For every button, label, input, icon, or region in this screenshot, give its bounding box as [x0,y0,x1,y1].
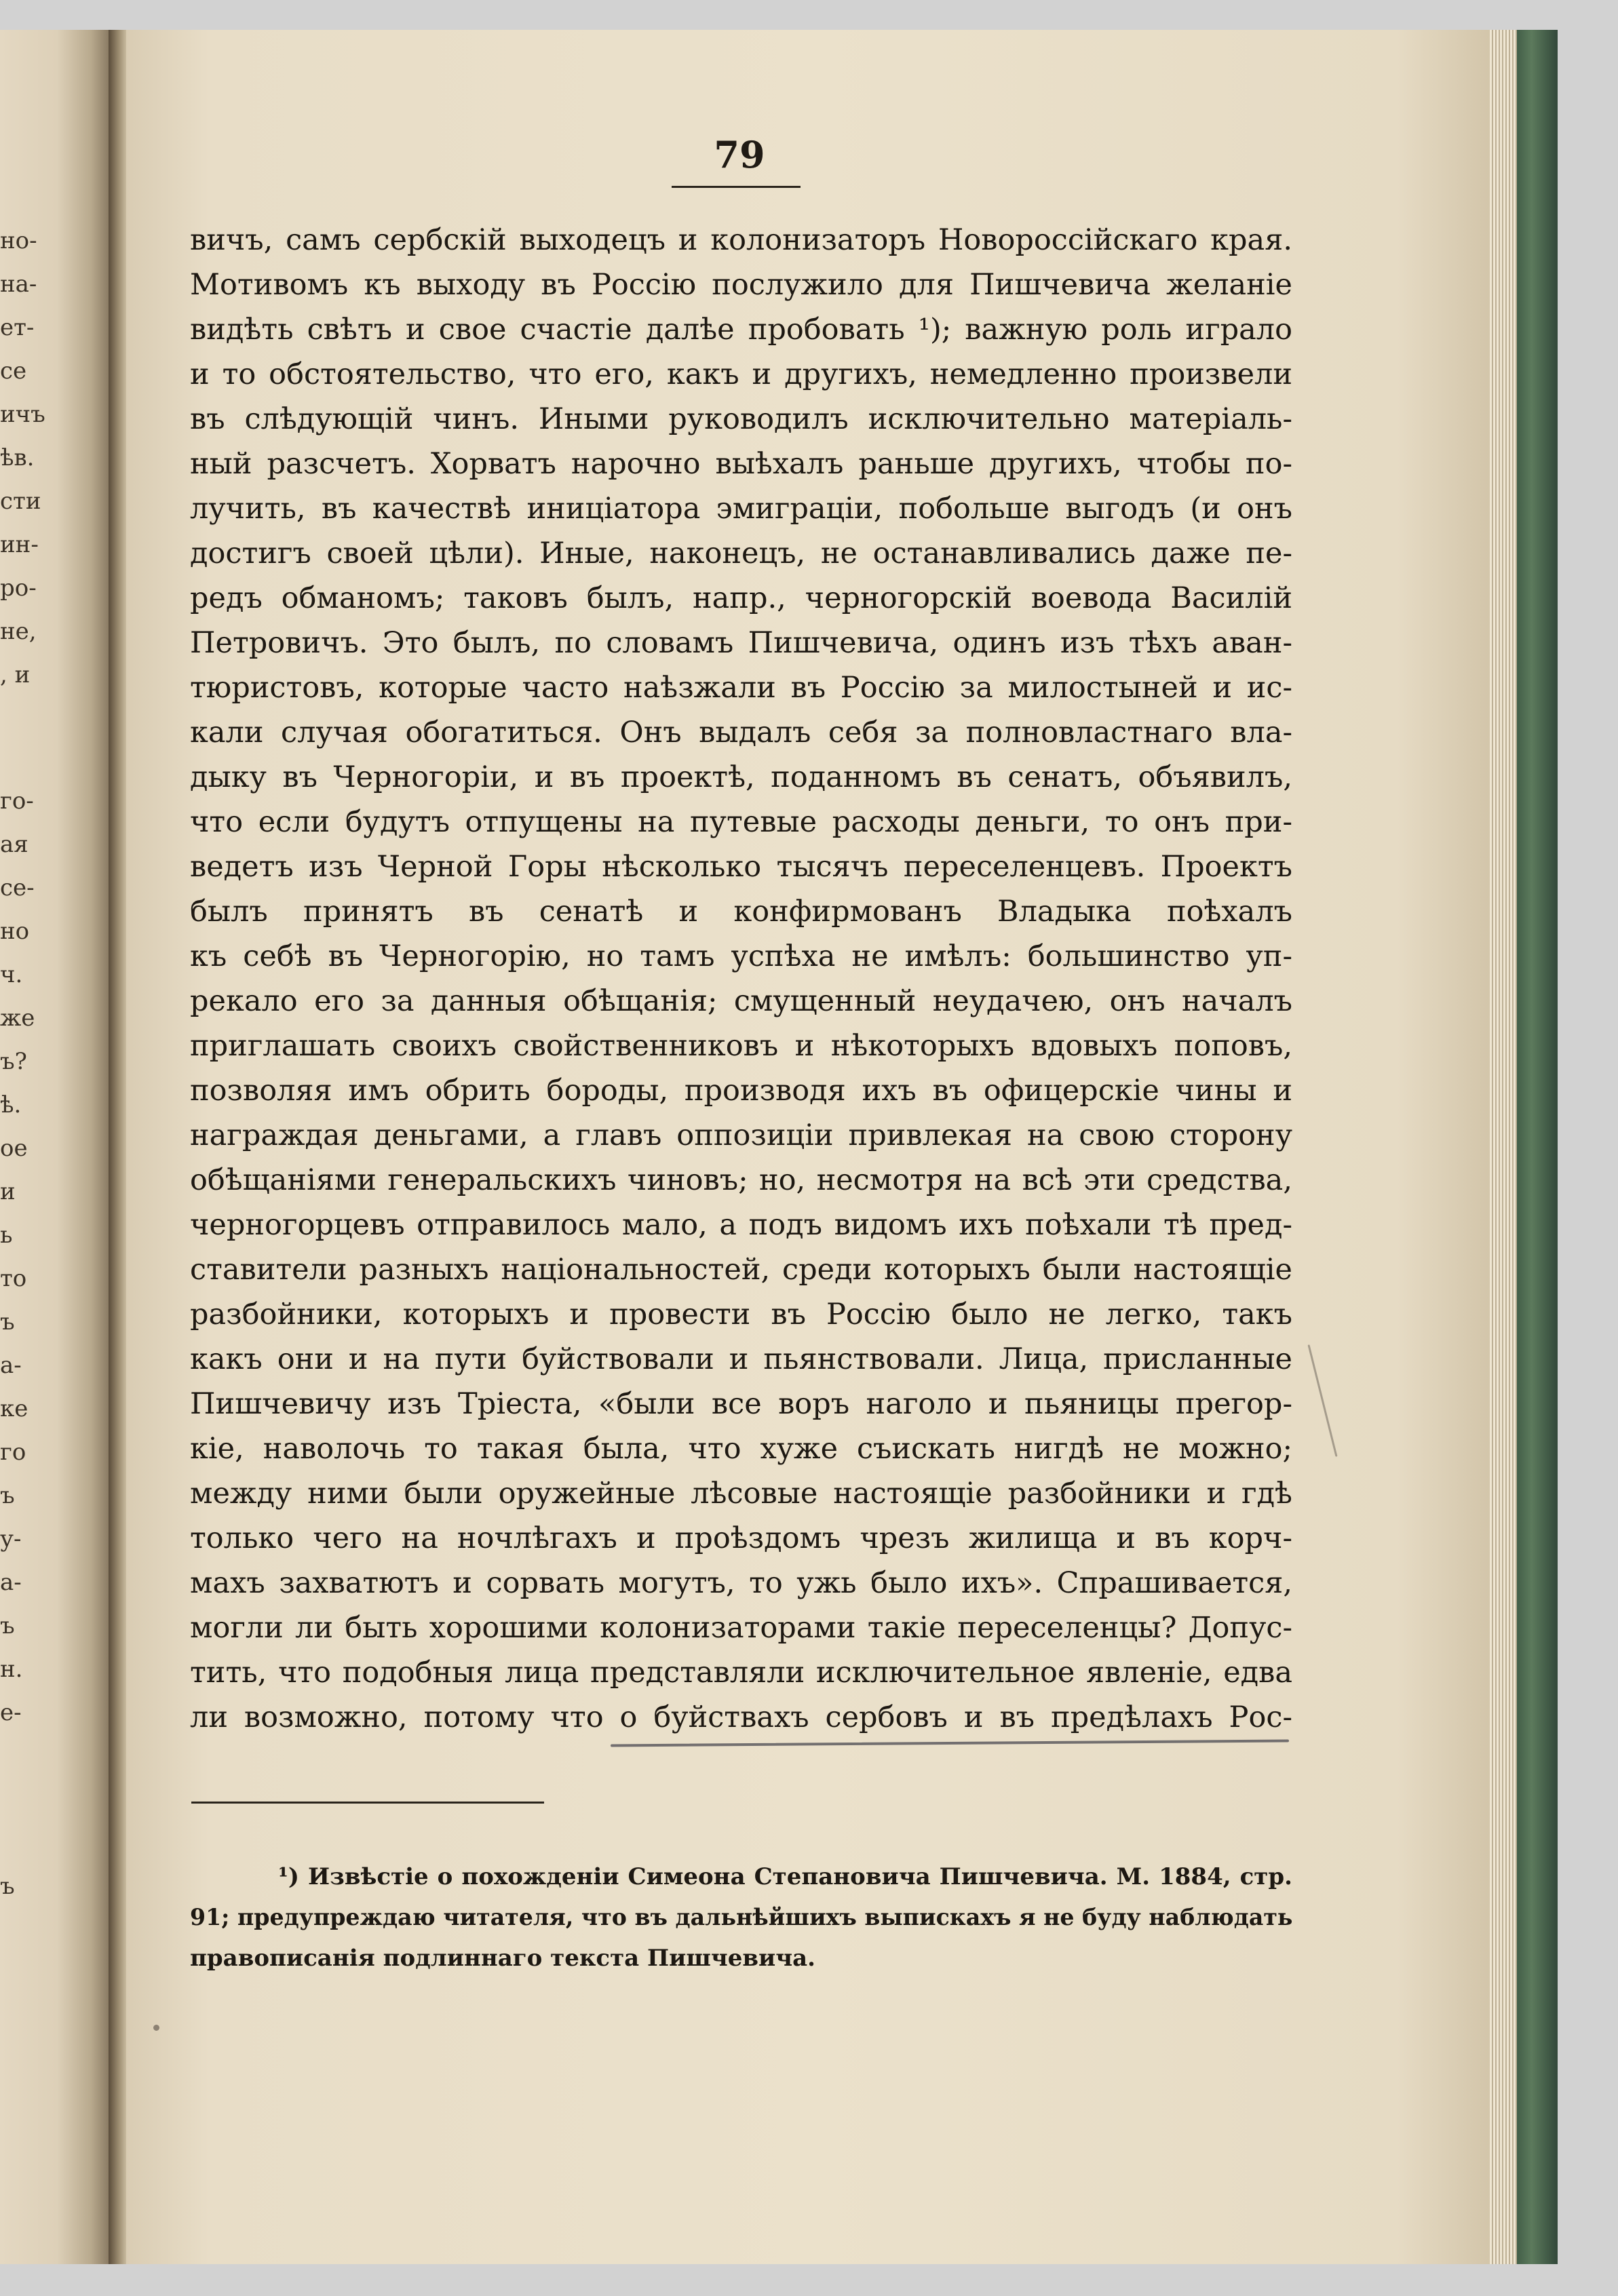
left-page-fragment: сти [0,488,41,515]
body-line: къ себѣ въ Черногорію, но тамъ успѣха не имѣлъ: большинство уп- [190,939,1292,973]
left-page-fragment: ѣ. [0,1091,22,1118]
left-page-fragment: н. [0,1656,23,1683]
body-line: дыку въ Черногоріи, и въ проектѣ, поданномъ въ сенатъ, объявилъ, [190,760,1292,794]
left-page-fragment: же [0,1005,35,1032]
left-page-fragment: ь [0,1222,13,1249]
body-line: тюристовъ, которые часто наѣзжали въ Россію за милостыней и ис- [190,671,1292,705]
body-line: разбойники, которыхъ и провести въ Россію было не легко, такъ [190,1298,1292,1331]
footnote-rule [191,1802,544,1804]
footnote-line: правописанія подлиннаго текста Пишчевича. [190,1945,816,1972]
body-line: въ слѣдующій чинъ. Иными руководилъ исключительно матеріаль- [190,402,1292,436]
left-page-fragment: то [0,1265,27,1292]
page-number: 79 [714,133,765,176]
body-line: ставители разныхъ національностей, среди которыхъ были настоящіе [190,1253,1292,1287]
left-page-fragment: ѣв. [0,444,35,471]
body-line: Пишчевичу изъ Тріеста, «были все воръ наголо и пьяницы прегор- [190,1387,1292,1421]
paper-speck [153,2025,159,2031]
body-line: приглашать своихъ свойственниковъ и нѣкоторыхъ вдовыхъ поповъ, [190,1029,1292,1063]
body-line: позволяя имъ обрить бороды, производя ихъ въ офицерскіе чины и [190,1074,1292,1108]
left-page-fragment: и [0,1178,16,1205]
left-page-fragment: ет- [0,314,35,341]
left-page-fragment: ъ [0,1612,15,1639]
left-page-fragment: а- [0,1352,22,1379]
body-line: Мотивомъ къ выходу въ Россію послужило для Пишчевича желаніе [190,268,1292,302]
left-page-fragment: го [0,1439,26,1466]
left-page-fragment: е- [0,1699,22,1726]
body-line: черногорцевъ отправилось мало, а подъ видомъ ихъ поѣхали тѣ пред- [190,1208,1292,1242]
body-line: могли ли быть хорошими колонизаторами такіе переселенцы? Допус- [190,1611,1292,1645]
left-page-fragment: на- [0,271,37,298]
left-page-fragment: ое [0,1135,28,1162]
body-line: награждая деньгами, а главъ оппозиціи привлекая на свою сторону [190,1118,1292,1152]
left-page-fragment: ая [0,831,28,858]
body-line: и то обстоятельство, что его, какъ и другихъ, немедленно произвели [190,357,1292,391]
body-line: какъ они и на пути буйствовали и пьянствовали. Лица, присланные [190,1342,1292,1376]
body-line: видѣть свѣтъ и свое счастіе далѣе пробовать ¹); важную роль играло [190,313,1292,347]
page-number-rule [672,186,801,188]
left-page-fragment: ро- [0,575,37,602]
body-line: Петровичъ. Это былъ, по словамъ Пишчевича, одинъ изъ тѣхъ аван- [190,626,1292,660]
left-page-fragment: но- [0,227,37,254]
body-line: тить, что подобныя лица представляли исключительное явленіе, едва [190,1656,1292,1690]
left-page-fragment: го- [0,787,34,815]
body-line: между ними были оружейные лѣсовые настоящіе разбойники и гдѣ [190,1477,1292,1511]
left-page-edge [0,30,114,2264]
body-line: ли возможно, потому что о буйствахъ сербовъ и въ предѣлахъ Рос- [190,1700,1292,1734]
left-page-fragment: се [0,357,27,385]
left-page-fragment: ин- [0,531,39,558]
left-page-fragment: ъ [0,1482,15,1509]
body-line: рекало его за данныя обѣщанія; смущенный неудачею, онъ началъ [190,984,1292,1018]
left-page-fragment: ъ? [0,1048,27,1075]
footnote-line: ¹) Извѣстіе о похожденіи Симеона Степановича Пишчевича. М. 1884, стр. [278,1863,1292,1890]
body-line: ведетъ изъ Черной Горы нѣсколько тысячъ переселенцевъ. Проектъ [190,850,1292,884]
body-line: редъ обманомъ; таковъ былъ, напр., черногорскій воевода Василій [190,581,1292,615]
book-cover-edge [1514,30,1558,2264]
body-line: былъ принятъ въ сенатѣ и конфирмованъ Владыка поѣхалъ [190,895,1292,929]
page-edge-stack [1490,30,1517,2264]
body-line: вичъ, самъ сербскій выходецъ и колонизаторъ Новороссійскаго края. [190,223,1292,257]
body-line: что если будутъ отпущены на путевые расходы деньги, то онъ при- [190,805,1292,839]
body-line: кіе, наволочь то такая была, что хуже съискать нигдѣ не можно; [190,1432,1292,1466]
left-page-fragment: ичъ [0,401,45,428]
left-page-fragment: а- [0,1569,22,1596]
scan-bottom-border [0,2264,1618,2296]
body-line: обѣщаніями генеральскихъ чиновъ; но, несмотря на всѣ эти средства, [190,1163,1292,1197]
body-line: ный разсчетъ. Хорватъ нарочно выѣхалъ раньше другихъ, чтобы по- [190,447,1292,481]
left-page-fragment: не, [0,618,37,645]
scan-right-border [1558,0,1618,2296]
left-page-fragment: , и [0,661,31,688]
body-line: только чего на ночлѣгахъ и проѣздомъ чрезъ жилища и въ корч- [190,1521,1292,1555]
footnote-line: 91; предупреждаю читателя, что въ дальнѣйшихъ выпискахъ я не буду наблюдать [190,1904,1293,1931]
left-page-fragment: у- [0,1525,22,1553]
left-page-fragment: ъ [0,1308,15,1336]
left-page-fragment: се- [0,874,35,901]
scan-top-border [0,0,1618,30]
body-line: кали случая обогатиться. Онъ выдалъ себя за полновластнаго вла- [190,716,1292,750]
left-page-fragment: ъ [0,1873,15,1900]
body-line: махъ захватютъ и сорвать могутъ, то ужь было ихъ». Спрашивается, [190,1566,1292,1600]
body-line: лучить, въ качествѣ иниціатора эмиграціи, побольше выгодъ (и онъ [190,492,1292,526]
body-line: достигъ своей цѣли). Иные, наконецъ, не останавливались даже пе- [190,537,1292,570]
left-page-fragment: ке [0,1395,28,1422]
left-page-fragment: ч. [0,961,23,988]
left-page-fragment: но [0,918,30,945]
